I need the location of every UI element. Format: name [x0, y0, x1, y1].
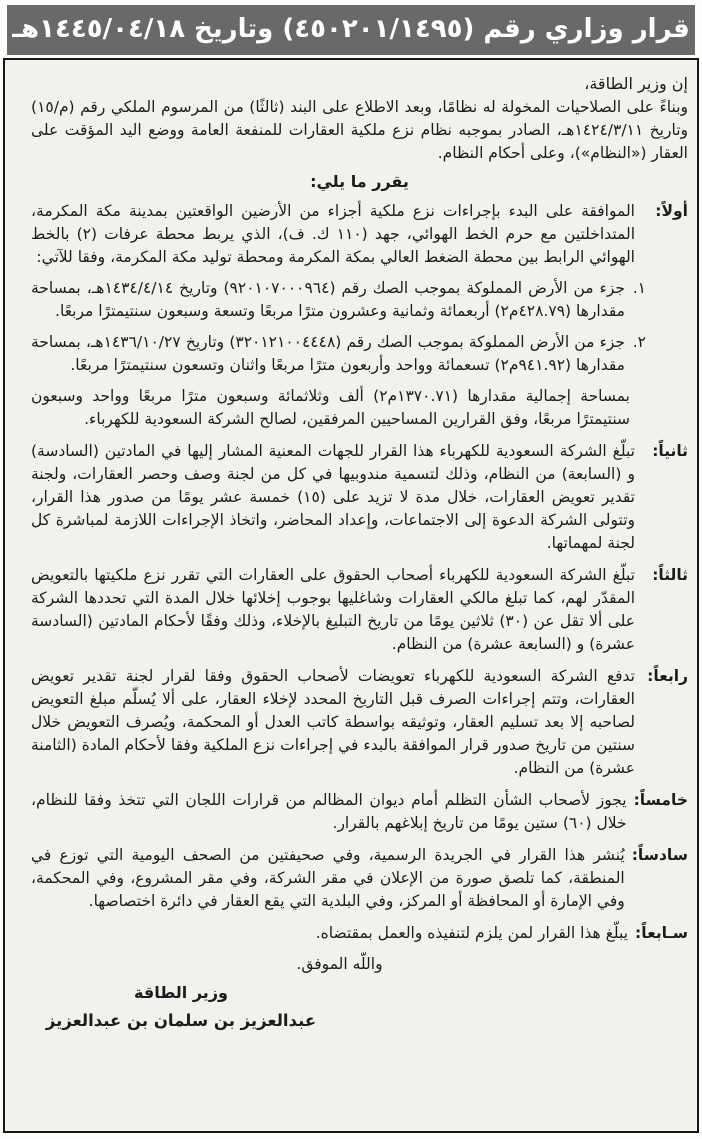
subitem-text-2: جزء من الأرض المملوكة بموجب الصك رقم (٣٢٠١٢١٠٠٤٤٤٨) وتاريخ ١٤٣٦/١٠/٢٧هـ، بمساحة مقدارها (٩٤١.٩٢م٢) تسعمائة وواحد وأربعون مترًا مربعًا واثنان وتسعون سنتيمترًا مربعًا. [31, 333, 625, 374]
clause-row-first [31, 200, 688, 269]
subitem-text-1: جزء من الأرض المملوكة بموجب الصك رقم (٩٢٠١٠٧٠٠٠٩٦٤) وتاريخ ١٤٣٤/٤/١٤هـ، بمساحة مقدارها (٤٢٨.٧٩م٢) أربعمائة وثمانية وعشرون مترًا مربعًا وتسعة وسبعون سنتيمترًا مربعًا. [31, 279, 625, 320]
decree-title-banner [7, 5, 695, 55]
clause-row-third [31, 564, 688, 656]
clause-label-third: ثالثاً: [652, 566, 688, 584]
decree-title: قرار وزاري رقم (٤٥٠٢٠١/١٤٩٥) وتاريخ ١٤٤٥/٠٤/١٨هـ [12, 14, 690, 44]
clause-label-fifth: خامساً: [633, 791, 688, 809]
clause-text-seventh: يبلّغ هذا القرار لمن يلزم لتنفيذه والعمل بمقتضاه. [315, 924, 629, 942]
clause-row-fifth [31, 789, 688, 835]
clause-row-fourth [31, 665, 688, 780]
subitem-marker-1: ١. [632, 279, 646, 297]
subitem-row-1 [31, 277, 688, 323]
clause-label-sixth: سادساً: [631, 846, 688, 864]
subitem-marker-2: ٢. [632, 333, 646, 351]
clause-label-second: ثانياً: [652, 442, 688, 460]
signer-title: وزير الطاقة [134, 983, 228, 1002]
signature-block [41, 982, 321, 1033]
clause-label-first: أولاً: [655, 202, 688, 220]
clause-label-seventh: سـابعاً: [635, 924, 688, 942]
clause-label-fourth: رابعاً: [647, 667, 688, 685]
decides-heading: يقرر ما يلي: [310, 172, 409, 191]
clause-text-second: تبلّغ الشركة السعودية للكهرباء هذا القرار للجهات المعنية المشار إليها في المادتين (السادسة) و (السابعة) من النظام، وذلك لتسمية مندوبيها في كل من لجنة وصف وحصر العقارات، ولجنة تقدير تعويض العقارات، خلال مدة لا تزيد على (١٥) خمسة عشر يومًا من صدور هذا القرار، وتتولى الشركة الدعوة إلى الاجتماعات، وإعداد المحاضر، واتخاذ الإجراءات اللازمة لمباشرة كل لجنة لمهماتها. [31, 442, 635, 552]
total-area-paragraph: بمساحة إجمالية مقدارها (١٣٧٠.٧١م٢) ألف وثلاثمائة وسبعون مترًا مربعًا وواحد وسبعون سنتيمترًا مربعًا، وفق القرارين المساحيين المرفقين، لصالح الشركة السعودية للكهرباء. [31, 387, 630, 428]
clause-row-second [31, 440, 688, 555]
clause-row-sixth [31, 844, 688, 913]
clause-text-sixth: يُنشر هذا القرار في الجريدة الرسمية، وفي صحيفتين من الصحف اليومية التي توزع في المنطقة، كما تلصق صورة من الإعلان في مقر الشركة، وفي مقر المشروع، وفي المحكمة، وفي الإمارة أو المحافظة أو المركز، وفي البلدية التي يقع العقار في دائرة اختصاصها. [31, 846, 625, 910]
decree-body [3, 58, 699, 1133]
subitem-row-2 [31, 331, 688, 377]
salutation: إن وزير الطاقة، [584, 74, 688, 93]
clause-row-seventh [31, 922, 688, 945]
closing-phrase: واللّه الموفق. [296, 955, 383, 973]
clause-text-fourth: تدفع الشركة السعودية للكهرباء تعويضات لأصحاب الحقوق وفقا لقرار لجنة تقدير تعويض العقارات، وتتم إجراءات الصرف قبل التاريخ المحدد لإخلاء العقار، على ألا يُسلّم مبلغ التعويض لصاحبه إلا بعد تسليم العقار، وتوثيقه بواسطة كاتب العدل أو المحكمة، ويُصرف التعويض خلال سنتين من تاريخ صدور قرار الموافقة بالبدء في إجراءات نزع الملكية وفقا لأحكام المادة (الثامنة عشرة) من النظام. [31, 667, 635, 777]
clause-text-fifth: يجوز لأصحاب الشأن التظلم أمام ديوان المظالم من قرارات اللجان التي تتخذ وفقا للنظام، خلال (٦٠) ستين يومًا من تاريخ إبلاغهم بالقرار. [31, 791, 627, 832]
clause-text-first: الموافقة على البدء بإجراءات نزع ملكية أجزاء من الأرضين الواقعتين بمدينة مكة المكرمة، المتداخلتين مع حرم الخط الهوائي، جهد (١١٠ ك. ف)، الذي يربط محطة عرفات (٢) بالخط الهوائي الرابط بين محطة الضغط العالي بمكة المكرمة ومحطة توليد مكة المكرمة، وفقا للآتي: [31, 202, 635, 266]
clause-text-third: تبلّغ الشركة السعودية للكهرباء أصحاب الحقوق على العقارات التي تقرر نزع ملكيتها بالتعويض المقدّر لهم، كما تبلغ مالكي العقارات وشاغليها بوجوب إخلائها خلال المدة التي تحددها الشركة على ألا تقل عن (٣٠) ثلاثين يومًا من تاريخ التبليغ بالإخلاء، وذلك وفقًا لأحكام المادتين (السادسة عشرة) و (السابعة عشرة) من النظام. [31, 566, 635, 653]
preamble-paragraph: وبناءً على الصلاحيات المخولة له نظامًا، وبعد الاطلاع على البند (ثالثًا) من المرسوم الملكي رقم (م/١٥) وتاريخ ١٤٢٤/٣/١١هـ، الصادر بموجبه نظام نزع ملكية العقارات للمنفعة العامة ووضع اليد المؤقت على العقار («النظام»)، وعلى أحكام النظام. [31, 98, 688, 162]
signer-name: عبدالعزيز بن سلمان بن عبدالعزيز [45, 1011, 317, 1030]
